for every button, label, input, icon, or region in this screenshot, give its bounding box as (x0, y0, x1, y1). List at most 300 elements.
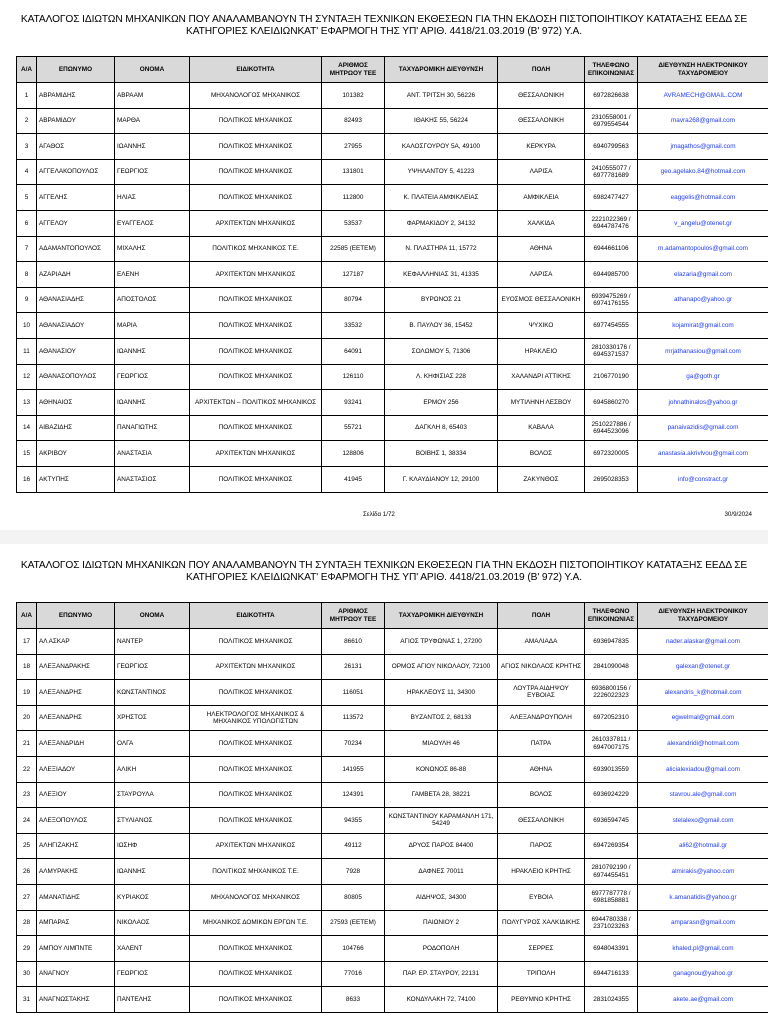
cell-city: ΚΕΡΚΥΡΑ (498, 134, 585, 160)
cell-address: ΔΑΦΝΕΣ 70011 (385, 859, 498, 885)
cell-address: ΠΑΙΩΝΙΟΥ 2 (385, 910, 498, 936)
cell-city: ΑΘΗΝΑ (498, 756, 585, 782)
cell-phone: 2410555077 / 6977781689 (585, 159, 638, 185)
cell-name: ΣΤΥΛΙΑΝΟΣ (115, 808, 190, 834)
cell-phone: 6939475269 / 6974176155 (585, 287, 638, 313)
cell-surname: ΑΜΑΝΑΤΙΔΗΣ (37, 884, 115, 910)
cell-email[interactable]: elazaria@gmail.com (638, 262, 768, 288)
cell-address: Ν. ΠΛΑΣΤΗΡΑ 11, 15772 (385, 236, 498, 262)
cell-surname: ΑΝΑΓΝΩΣΤΑΚΗΣ (37, 987, 115, 1013)
cell-city: ΑΜΑΛΙΑΔΑ (498, 629, 585, 655)
cell-surname: ΑΛΕΞΑΝΔΡΙΔΗ (37, 731, 115, 757)
table-row (17, 364, 768, 390)
cell-aa: 12 (17, 364, 37, 390)
cell-name: ΠΑΝΑΓΙΩΤΗΣ (115, 415, 190, 441)
cell-aa: 2 (17, 108, 37, 134)
page-date: 30/9/2024 (724, 511, 752, 518)
cell-phone: 6977787778 / 6981858881 (585, 884, 638, 910)
cell-phone: 2510227886 / 6944523096 (585, 415, 638, 441)
table-row (17, 415, 768, 441)
header-name: ΟΝΟΜΑ (115, 603, 190, 629)
cell-email[interactable]: k.amanatidis@yahoo.gr (638, 884, 768, 910)
cell-phone: 6944985700 (585, 262, 638, 288)
cell-address: ΑΝΤ. ΤΡΙΤΣΗ 30, 56226 (385, 83, 498, 109)
cell-name: ΣΤΑΥΡΟΥΛΑ (115, 782, 190, 808)
cell-city: ΘΕΣΣΑΛΟΝΙΚΗ (498, 808, 585, 834)
cell-phone: 6972320005 (585, 441, 638, 467)
cell-email[interactable]: ganagnou@yahoo.gr (638, 961, 768, 987)
cell-aa: 24 (17, 808, 37, 834)
cell-address: ΙΘΑΚΗΣ 55, 56224 (385, 108, 498, 134)
cell-surname: ΑΒΡΑΜΙΔΟΥ (37, 108, 115, 134)
cell-tee-number: 141955 (322, 756, 385, 782)
cell-email[interactable]: mrjathanasiou@gmail.com (638, 338, 768, 364)
header-name: ΟΝΟΜΑ (115, 57, 190, 83)
cell-specialty: ΠΟΛΙΤΙΚΟΣ ΜΗΧΑΝΙΚΟΣ Τ.Ε. (190, 859, 322, 885)
cell-email[interactable]: stelalexo@gmail.com (638, 808, 768, 834)
cell-name: ΠΑΝΤΕΛΗΣ (115, 987, 190, 1013)
cell-surname: ΑΛΕΞΙΑΔΟΥ (37, 756, 115, 782)
cell-email[interactable]: almirakis@yahoo.com (638, 859, 768, 885)
cell-specialty: ΠΟΛΙΤΙΚΟΣ ΜΗΧΑΝΙΚΟΣ Τ.Ε. (190, 236, 322, 262)
cell-tee-number: 53537 (322, 210, 385, 236)
cell-aa: 16 (17, 466, 37, 492)
cell-aa: 13 (17, 390, 37, 416)
cell-email[interactable]: anastasia.akrivlvou@gmail.com (638, 441, 768, 467)
cell-city: ΧΑΛΑΝΔΡΙ ΑΤΤΙΚΗΣ (498, 364, 585, 390)
cell-address: ΟΡΜΟΣ ΑΓΙΟΥ ΝΙΚΟΛΑΟΥ, 72100 (385, 654, 498, 680)
cell-specialty: ΜΗΧΑΝΟΛΟΓΟΣ ΜΗΧΑΝΙΚΟΣ (190, 884, 322, 910)
cell-aa: 11 (17, 338, 37, 364)
cell-email[interactable]: athanapo@yahoo.gr (638, 287, 768, 313)
cell-name: ΙΩΑΝΝΗΣ (115, 859, 190, 885)
cell-tee-number: 127187 (322, 262, 385, 288)
cell-address: Λ. ΚΗΦΙΣΙΑΣ 228 (385, 364, 498, 390)
table-row (17, 987, 768, 1013)
cell-email[interactable]: khaled.pl@gmail.com (638, 936, 768, 962)
table-row (17, 859, 768, 885)
cell-city: ΘΕΣΣΑΛΟΝΙΚΗ (498, 83, 585, 109)
title-line-2: ΚΑΤΗΓΟΡΙΕΣ ΚΛΕΙΔΙΩΝΚΑΤ' ΕΦΑΡΜΟΓΗ ΤΗΣ ΥΠ' ΑΡΙΘ. 4418/21.03.2019 (Β' 972) Υ.Α. (186, 572, 582, 583)
cell-phone: 2221022369 / 6944787476 (585, 210, 638, 236)
cell-city: ΨΥΧΙΚΟ (498, 313, 585, 339)
cell-address: ΚΟΝΩΝΟΣ 86-88 (385, 756, 498, 782)
cell-phone: 2610337811 / 6947007175 (585, 731, 638, 757)
cell-specialty: ΠΟΛΙΤΙΚΟΣ ΜΗΧΑΝΙΚΟΣ (190, 364, 322, 390)
cell-email[interactable]: kojamirat@gmail.com (638, 313, 768, 339)
cell-email[interactable]: nader.alaskar@gmail.com (638, 629, 768, 655)
cell-specialty: ΑΡΧΙΤΕΚΤΩΝ ΜΗΧΑΝΙΚΟΣ (190, 262, 322, 288)
table-header-row (17, 603, 768, 629)
cell-address: ΚΟΝΔΥΛΑΚΗ 72, 74100 (385, 987, 498, 1013)
cell-name: ΓΕΩΡΓΙΟΣ (115, 364, 190, 390)
cell-email[interactable]: alexandridi@hotmail.com (638, 731, 768, 757)
cell-specialty: ΑΡΧΙΤΕΚΤΩΝ ΜΗΧΑΝΙΚΟΣ (190, 654, 322, 680)
cell-name: ΙΩΑΝΝΗΣ (115, 390, 190, 416)
cell-aa: 1 (17, 83, 37, 109)
title-line-1: ΚΑΤΑΛΟΓΟΣ ΙΔΙΩΤΩΝ ΜΗΧΑΝΙΚΩΝ ΠΟΥ ΑΝΑΛΑΜΒΑΝΟΥΝ ΤΗ ΣΥΝΤΑΞΗ ΤΕΧΝΙΚΩΝ ΕΚΘΕΣΕΩΝ ΓΙΑ ΤΗΝ ΕΚΔΟΣΗ ΠΙΣΤΟΠΟΙΗΤΙΚΟΥ ΚΑΤΑΤΑΞΗΣ ΕΕΔΔ ΣΕ (20, 560, 748, 571)
cell-surname: ΑΜΠΟΥ ΛΙΜΠΝΤΕ (37, 936, 115, 962)
cell-specialty: ΠΟΛΙΤΙΚΟΣ ΜΗΧΑΝΙΚΟΣ (190, 108, 322, 134)
cell-phone: 2106770190 (585, 364, 638, 390)
engineers-table (16, 602, 768, 1013)
cell-aa: 28 (17, 910, 37, 936)
cell-name: ΚΥΡΙΑΚΟΣ (115, 884, 190, 910)
cell-tee-number: 55721 (322, 415, 385, 441)
header-tee-number: ΑΡΙΘΜΟΣ ΜΗΤΡΩΟΥ ΤΕΕ (322, 57, 385, 83)
header-city: ΠΟΛΗ (498, 603, 585, 629)
cell-city: ΚΑΒΑΛΑ (498, 415, 585, 441)
cell-email[interactable]: eaggelis@hotmail.com (638, 185, 768, 211)
cell-city: ΛΑΡΙΣΑ (498, 159, 585, 185)
cell-specialty: ΠΟΛΙΤΙΚΟΣ ΜΗΧΑΝΙΚΟΣ (190, 629, 322, 655)
page-number: Σελίδα 1/72 (363, 511, 395, 518)
header-aa: Α/Α (17, 603, 37, 629)
table-row (17, 756, 768, 782)
cell-tee-number: 113572 (322, 705, 385, 731)
cell-city: ΗΡΑΚΛΕΙΟ ΚΡΗΤΗΣ (498, 859, 585, 885)
cell-email[interactable]: AVRAMECH@GMAIL.COM (638, 83, 768, 109)
cell-email[interactable]: panaivazidis@gmail.com (638, 415, 768, 441)
cell-specialty: ΠΟΛΙΤΙΚΟΣ ΜΗΧΑΝΙΚΟΣ (190, 808, 322, 834)
header-specialty: ΕΙΔΙΚΟΤΗΤΑ (190, 603, 322, 629)
cell-city: ΠΑΤΡΑ (498, 731, 585, 757)
cell-phone: 2831024355 (585, 987, 638, 1013)
cell-email[interactable]: geo.agelako.84@hotmail.com (638, 159, 768, 185)
cell-email[interactable]: akete.ae@gmail.com (638, 987, 768, 1013)
cell-address: Κ. ΠΛΑΤΕΙΑ ΑΜΦΙΚΛΕΙΑΣ (385, 185, 498, 211)
cell-address: ΔΡΥΟΣ ΠΑΡΟΣ 84400 (385, 833, 498, 859)
cell-surname: ΑΜΠΑΡΑΣ (37, 910, 115, 936)
cell-tee-number: 101382 (322, 83, 385, 109)
cell-tee-number: 116051 (322, 680, 385, 706)
cell-name: ΝΙΚΟΛΑΟΣ (115, 910, 190, 936)
cell-name: ΜΑΡΙΑ (115, 313, 190, 339)
table-row (17, 236, 768, 262)
cell-tee-number: 8633 (322, 987, 385, 1013)
cell-tee-number: 77016 (322, 961, 385, 987)
cell-surname: ΑΚΡΙΒΟΥ (37, 441, 115, 467)
cell-phone: 2841090048 (585, 654, 638, 680)
cell-address: ΔΑΓΚΛΗ 8, 65403 (385, 415, 498, 441)
cell-phone: 6936594745 (585, 808, 638, 834)
cell-city: ΑΛΕΞΑΝΔΡΟΥΠΟΛΗ (498, 705, 585, 731)
cell-specialty: ΠΟΛΙΤΙΚΟΣ ΜΗΧΑΝΙΚΟΣ (190, 680, 322, 706)
cell-aa: 18 (17, 654, 37, 680)
cell-surname: ΑΓΓΕΛΗΣ (37, 185, 115, 211)
cell-city: ΛΑΡΙΣΑ (498, 262, 585, 288)
cell-surname: ΑΛΗΓΙΖΑΚΗΣ (37, 833, 115, 859)
cell-tee-number: 7928 (322, 859, 385, 885)
cell-name: ΧΑΛΕΝΤ (115, 936, 190, 962)
cell-name: ΜΑΡΘΑ (115, 108, 190, 134)
title-line-2: ΚΑΤΗΓΟΡΙΕΣ ΚΛΕΙΔΙΩΝΚΑΤ' ΕΦΑΡΜΟΓΗ ΤΗΣ ΥΠ' ΑΡΙΘ. 4418/21.03.2019 (Β' 972) Υ.Α. (186, 26, 582, 37)
header-phone: ΤΗΛΕΦΩΝΟ ΕΠΙΚΟΙΝΩΝΙΑΣ (585, 57, 638, 83)
cell-phone: 6972826638 (585, 83, 638, 109)
cell-phone: 6944716133 (585, 961, 638, 987)
cell-tee-number: 124391 (322, 782, 385, 808)
cell-address: ΑΙΔΗΨΟΣ, 34300 (385, 884, 498, 910)
table-row (17, 936, 768, 962)
table-row (17, 910, 768, 936)
cell-aa: 10 (17, 313, 37, 339)
cell-specialty: ΠΟΛΙΤΙΚΟΣ ΜΗΧΑΝΙΚΟΣ (190, 313, 322, 339)
cell-tee-number: 41945 (322, 466, 385, 492)
cell-tee-number: 128806 (322, 441, 385, 467)
cell-surname: ΑΓΓΕΛΑΚΟΠΟΥΛΟΣ (37, 159, 115, 185)
cell-phone: 6944780338 / 2371023263 (585, 910, 638, 936)
cell-tee-number: 131801 (322, 159, 385, 185)
cell-city: ΧΑΛΚΙΔΑ (498, 210, 585, 236)
cell-phone: 6936800156 / 2226022323 (585, 680, 638, 706)
cell-aa: 27 (17, 884, 37, 910)
cell-address: ΣΟΛΩΜΟΥ 5, 71306 (385, 338, 498, 364)
table-row (17, 134, 768, 160)
cell-specialty: ΑΡΧΙΤΕΚΤΩΝ ΜΗΧΑΝΙΚΟΣ (190, 833, 322, 859)
cell-address: ΒΟΙΒΗΣ 1, 38334 (385, 441, 498, 467)
cell-surname: ΑΛΜΥΡΑΚΗΣ (37, 859, 115, 885)
cell-name: ΙΩΑΝΝΗΣ (115, 134, 190, 160)
cell-name: ΑΒΡΑΑΜ (115, 83, 190, 109)
cell-specialty: ΜΗΧΑΝΟΛΟΓΟΣ ΜΗΧΑΝΙΚΟΣ (190, 83, 322, 109)
cell-city: ΗΡΑΚΛΕΙΟ (498, 338, 585, 364)
cell-address: ΓΑΜΒΕΤΑ 28, 38221 (385, 782, 498, 808)
cell-aa: 3 (17, 134, 37, 160)
cell-specialty: ΠΟΛΙΤΙΚΟΣ ΜΗΧΑΝΙΚΟΣ (190, 338, 322, 364)
cell-name: ΟΛΓΑ (115, 731, 190, 757)
cell-email[interactable]: galexan@otenet.gr (638, 654, 768, 680)
cell-tee-number: 27955 (322, 134, 385, 160)
cell-name: ΙΩΣΗΦ (115, 833, 190, 859)
table-row (17, 313, 768, 339)
table-row (17, 338, 768, 364)
cell-specialty: ΠΟΛΙΤΙΚΟΣ ΜΗΧΑΝΙΚΟΣ (190, 961, 322, 987)
cell-email[interactable]: egwelmal@gmail.com (638, 705, 768, 731)
cell-email[interactable]: m.adamantopoulos@gmail.com (638, 236, 768, 262)
cell-address: ΠΑΡ. ΕΡ. ΣΤΑΥΡΟΥ, 22131 (385, 961, 498, 987)
table-row (17, 961, 768, 987)
cell-email[interactable]: ali62@hotmail.gr (638, 833, 768, 859)
table-row (17, 159, 768, 185)
table-row (17, 705, 768, 731)
cell-specialty: ΑΡΧΙΤΕΚΤΩΝ – ΠΟΛΙΤΙΚΟΣ ΜΗΧΑΝΙΚΟΣ (190, 390, 322, 416)
document-page-2 (0, 544, 768, 1024)
cell-tee-number: 64091 (322, 338, 385, 364)
header-address: ΤΑΧΥΔΡΟΜΙΚΗ ΔΙΕΥΘΥΝΣΗ (385, 57, 498, 83)
header-surname: ΕΠΩΝΥΜΟ (37, 603, 115, 629)
cell-phone: 6947269354 (585, 833, 638, 859)
cell-surname: ΑΛΕΞΙΟΥ (37, 782, 115, 808)
cell-address: ΗΡΑΚΛΕΟΥΣ 11, 34300 (385, 680, 498, 706)
cell-aa: 26 (17, 859, 37, 885)
table-row (17, 287, 768, 313)
cell-aa: 22 (17, 756, 37, 782)
cell-tee-number: 104766 (322, 936, 385, 962)
cell-tee-number: 82493 (322, 108, 385, 134)
cell-tee-number: 22585 (ΕΕΤΕΜ) (322, 236, 385, 262)
cell-surname: ΑΛ ΑΣΚΑΡ (37, 629, 115, 655)
cell-tee-number: 80805 (322, 884, 385, 910)
header-address: ΤΑΧΥΔΡΟΜΙΚΗ ΔΙΕΥΘΥΝΣΗ (385, 603, 498, 629)
cell-surname: ΑΘΑΝΑΣΟΠΟΥΛΟΣ (37, 364, 115, 390)
cell-phone: 6982477427 (585, 185, 638, 211)
cell-city: ΑΓΙΟΣ ΝΙΚΟΛΑΟΣ ΚΡΗΤΗΣ (498, 654, 585, 680)
header-phone: ΤΗΛΕΦΩΝΟ ΕΠΙΚΟΙΝΩΝΙΑΣ (585, 603, 638, 629)
cell-surname: ΑΖΑΡΙΑΔΗ (37, 262, 115, 288)
cell-specialty: ΑΡΧΙΤΕΚΤΩΝ ΜΗΧΑΝΙΚΟΣ (190, 441, 322, 467)
cell-city: ΑΘΗΝΑ (498, 236, 585, 262)
cell-surname: ΑΛΕΞΑΝΔΡΑΚΗΣ (37, 654, 115, 680)
cell-email[interactable]: alicialexiadou@gmail.com (638, 756, 768, 782)
cell-address: ΡΟΔΟΠΟΛΗ (385, 936, 498, 962)
cell-address: ΑΓΙΟΣ ΤΡΥΦΩΝΑΣ 1, 27200 (385, 629, 498, 655)
cell-city: ΠΟΛΥΓΥΡΟΣ ΧΑΛΚΙΔΙΚΗΣ (498, 910, 585, 936)
cell-name: ΓΕΩΡΓΙΟΣ (115, 654, 190, 680)
cell-aa: 30 (17, 961, 37, 987)
cell-email[interactable]: v_angelu@otenet.gr (638, 210, 768, 236)
cell-phone: 6944661106 (585, 236, 638, 262)
table-row (17, 210, 768, 236)
cell-aa: 17 (17, 629, 37, 655)
header-tee-number: ΑΡΙΘΜΟΣ ΜΗΤΡΩΟΥ ΤΕΕ (322, 603, 385, 629)
header-email: ΔΙΕΥΘΥΝΣΗ ΗΛΕΚΤΡΟΝΙΚΟΥ ΤΑΧΥΔΡΟΜΕΙΟΥ (638, 603, 768, 629)
header-surname: ΕΠΩΝΥΜΟ (37, 57, 115, 83)
cell-city: ΑΜΦΙΚΛΕΙΑ (498, 185, 585, 211)
cell-city: ΖΑΚΥΝΘΟΣ (498, 466, 585, 492)
cell-city: ΕΥΟΣΜΟΣ ΘΕΣΣΑΛΟΝΙΚΗ (498, 287, 585, 313)
cell-aa: 25 (17, 833, 37, 859)
cell-tee-number: 80794 (322, 287, 385, 313)
table-row (17, 83, 768, 109)
table-header-row (17, 57, 768, 83)
cell-phone: 2310558001 / 6979554544 (585, 108, 638, 134)
cell-city: ΕΥΒΟΙΑ (498, 884, 585, 910)
table-row (17, 884, 768, 910)
cell-email[interactable]: amparasn@gmail.com (638, 910, 768, 936)
table-row (17, 629, 768, 655)
cell-aa: 5 (17, 185, 37, 211)
cell-tee-number: 70234 (322, 731, 385, 757)
cell-name: ΝΑΝΤΕΡ (115, 629, 190, 655)
cell-address: ΒΥΡΩΝΟΣ 21 (385, 287, 498, 313)
cell-city: ΒΟΛΟΣ (498, 782, 585, 808)
cell-phone: 6977454555 (585, 313, 638, 339)
cell-email[interactable]: stavrou.ale@gmail.com (638, 782, 768, 808)
cell-surname: ΑΘΑΝΑΣΙΟΥ (37, 338, 115, 364)
cell-address: ΥΨΗΛΑΝΤΟΥ 5, 41223 (385, 159, 498, 185)
cell-aa: 7 (17, 236, 37, 262)
cell-address: ΚΩΝΣΤΑΝΤΙΝΟΥ ΚΑΡΑΜΑΝΛΗ 171, 54249 (385, 808, 498, 834)
cell-surname: ΑΓΓΕΛΟΥ (37, 210, 115, 236)
cell-specialty: ΠΟΛΙΤΙΚΟΣ ΜΗΧΑΝΙΚΟΣ (190, 987, 322, 1013)
cell-specialty: ΠΟΛΙΤΙΚΟΣ ΜΗΧΑΝΙΚΟΣ (190, 287, 322, 313)
table-row (17, 808, 768, 834)
cell-phone: 2695028353 (585, 466, 638, 492)
cell-tee-number: 27593 (ΕΕΤΕΜ) (322, 910, 385, 936)
cell-email[interactable]: ga@goth.gr (638, 364, 768, 390)
cell-specialty: ΠΟΛΙΤΙΚΟΣ ΜΗΧΑΝΙΚΟΣ (190, 185, 322, 211)
cell-specialty: ΗΛΕΚΤΡΟΛΟΓΟΣ ΜΗΧΑΝΙΚΟΣ & ΜΗΧΑΝΙΚΟΣ ΥΠΟΛΟΓΙΣΤΩΝ (190, 705, 322, 731)
cell-surname: ΑΛΕΞΟΠΟΥΛΟΣ (37, 808, 115, 834)
page-title (0, 0, 768, 38)
table-row (17, 680, 768, 706)
cell-specialty: ΠΟΛΙΤΙΚΟΣ ΜΗΧΑΝΙΚΟΣ (190, 159, 322, 185)
cell-name: ΚΩΝΣΤΑΝΤΙΝΟΣ (115, 680, 190, 706)
cell-name: ΗΛΙΑΣ (115, 185, 190, 211)
table-row (17, 654, 768, 680)
cell-tee-number: 26131 (322, 654, 385, 680)
cell-specialty: ΠΟΛΙΤΙΚΟΣ ΜΗΧΑΝΙΚΟΣ (190, 782, 322, 808)
cell-tee-number: 126110 (322, 364, 385, 390)
cell-phone: 6945860270 (585, 390, 638, 416)
cell-email[interactable]: info@constract.gr (638, 466, 768, 492)
cell-email[interactable]: mavra268@gmail.com (638, 108, 768, 134)
cell-tee-number: 93241 (322, 390, 385, 416)
cell-email[interactable]: alexandris_k@hotmail.com (638, 680, 768, 706)
cell-city: ΒΟΛΟΣ (498, 441, 585, 467)
table-row (17, 108, 768, 134)
cell-city: ΛΟΥΤΡΑ ΑΙΔΗΨΟΥ ΕΥΒΟΙΑΣ (498, 680, 585, 706)
cell-tee-number: 94355 (322, 808, 385, 834)
cell-surname: ΑΘΑΝΑΣΙΑΔΟΥ (37, 313, 115, 339)
cell-surname: ΑΘΗΝΑΙΟΣ (37, 390, 115, 416)
cell-city: ΠΑΡΟΣ (498, 833, 585, 859)
cell-email[interactable]: johnathinalos@yahoo.gr (638, 390, 768, 416)
cell-phone: 2810792190 / 6974455451 (585, 859, 638, 885)
cell-name: ΧΡΗΣΤΟΣ (115, 705, 190, 731)
header-email: ΔΙΕΥΘΥΝΣΗ ΗΛΕΚΤΡΟΝΙΚΟΥ ΤΑΧΥΔΡΟΜΕΙΟΥ (638, 57, 768, 83)
cell-specialty: ΠΟΛΙΤΙΚΟΣ ΜΗΧΑΝΙΚΟΣ (190, 415, 322, 441)
cell-surname: ΑΒΡΑΜΙΔΗΣ (37, 83, 115, 109)
cell-specialty: ΜΗΧΑΝΙΚΟΣ ΔΟΜΙΚΩΝ ΕΡΓΩΝ Τ.Ε. (190, 910, 322, 936)
cell-surname: ΑΛΕΞΑΝΔΡΗΣ (37, 680, 115, 706)
cell-aa: 6 (17, 210, 37, 236)
cell-aa: 23 (17, 782, 37, 808)
cell-aa: 20 (17, 705, 37, 731)
table-row (17, 466, 768, 492)
cell-aa: 14 (17, 415, 37, 441)
cell-city: ΡΕΘΥΜΝΟ ΚΡΗΤΗΣ (498, 987, 585, 1013)
cell-aa: 4 (17, 159, 37, 185)
cell-specialty: ΠΟΛΙΤΙΚΟΣ ΜΗΧΑΝΙΚΟΣ (190, 466, 322, 492)
header-specialty: ΕΙΔΙΚΟΤΗΤΑ (190, 57, 322, 83)
cell-city: ΤΡΙΠΟΛΗ (498, 961, 585, 987)
table-row (17, 782, 768, 808)
cell-name: ΕΛΕΝΗ (115, 262, 190, 288)
header-city: ΠΟΛΗ (498, 57, 585, 83)
cell-specialty: ΠΟΛΙΤΙΚΟΣ ΜΗΧΑΝΙΚΟΣ (190, 731, 322, 757)
cell-address: Γ. ΚΛΑΥΔΙΑΝΟΥ 12, 29100 (385, 466, 498, 492)
cell-name: ΑΝΑΣΤΑΣΙΟΣ (115, 466, 190, 492)
cell-name: ΑΝΑΣΤΑΣΙΑ (115, 441, 190, 467)
cell-surname: ΑΙΒΑΖΙΔΗΣ (37, 415, 115, 441)
cell-address: Β. ΠΑΥΛΟΥ 36, 15452 (385, 313, 498, 339)
cell-specialty: ΠΟΛΙΤΙΚΟΣ ΜΗΧΑΝΙΚΟΣ (190, 134, 322, 160)
cell-surname: ΑΘΑΝΑΣΙΑΔΗΣ (37, 287, 115, 313)
table-row (17, 833, 768, 859)
cell-name: ΕΥΑΓΓΕΛΟΣ (115, 210, 190, 236)
cell-address: ΕΡΜΟΥ 256 (385, 390, 498, 416)
table-row (17, 441, 768, 467)
cell-city: ΜΥΤΙΛΗΝΗ ΛΕΣΒΟΥ (498, 390, 585, 416)
table-row (17, 390, 768, 416)
cell-surname: ΑΓΑΘΟΣ (37, 134, 115, 160)
cell-email[interactable]: jmagathos@gmail.com (638, 134, 768, 160)
cell-name: ΓΕΩΡΓΙΟΣ (115, 159, 190, 185)
cell-aa: 8 (17, 262, 37, 288)
cell-phone: 6972052310 (585, 705, 638, 731)
cell-tee-number: 49112 (322, 833, 385, 859)
